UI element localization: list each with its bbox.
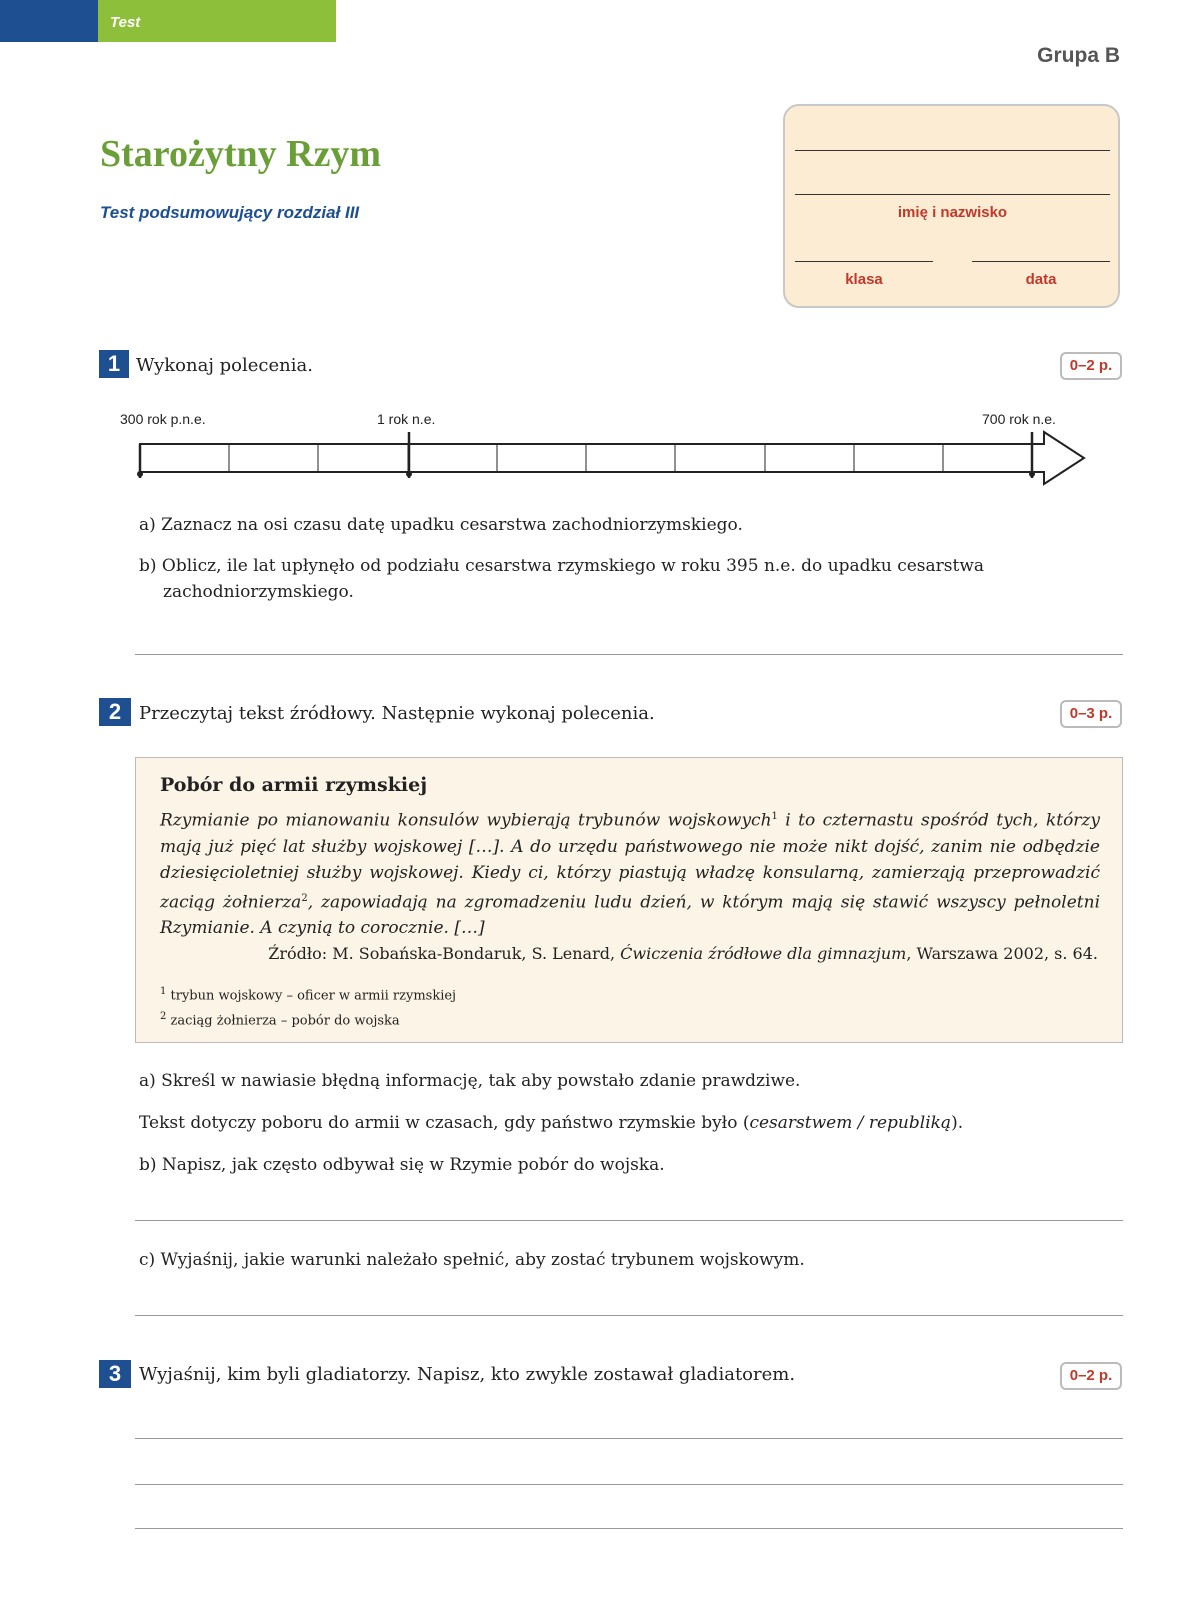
sentence-options[interactable]: cesarstwem / republiką xyxy=(749,1113,952,1133)
task-2-b-answer-line[interactable] xyxy=(135,1220,1123,1221)
task-2-number: 2 xyxy=(99,698,131,726)
source-text-box xyxy=(135,757,1123,1043)
task-2-instruction: Przeczytaj tekst źródłowy. Następnie wykonaj polecenia. xyxy=(139,703,655,724)
footnote-2 xyxy=(160,1011,400,1028)
task-1-a: a) Zaznacz na osi czasu datę upadku cesarstwa zachodniorzymskiego. xyxy=(139,515,743,535)
footnote-1-mark: 1 xyxy=(160,986,167,997)
task-3-answer-line-2[interactable] xyxy=(135,1484,1123,1485)
task-2-points: 0–3 p. xyxy=(1060,700,1122,728)
task-2-b: b) Napisz, jak często odbywał się w Rzymie pobór do wojska. xyxy=(139,1155,665,1175)
date-label: data xyxy=(1025,271,1057,288)
page-subtitle: Test podsumowujący rozdział III xyxy=(100,203,360,222)
timeline-label-start: 300 rok p.n.e. xyxy=(120,411,206,427)
task-3-answer-line-3[interactable] xyxy=(135,1528,1123,1529)
task-3-answer-line-1[interactable] xyxy=(135,1438,1123,1439)
class-label: klasa xyxy=(845,271,883,288)
source-text-part-3: , zapowiadają na zgromadzeniu ludu dzień, w którym mają się stawić wszyscy pełnoletni Rzymianie. A czynią to corocznie. […] xyxy=(160,892,1101,939)
citation-book-title: Ćwiczenia źródłowe dla gimnazjum xyxy=(620,944,907,963)
task-2-c: c) Wyjaśnij, jakie warunki należało spełnić, aby zostać trybunem wojskowym. xyxy=(139,1250,805,1270)
timeline-label-end: 700 rok n.e. xyxy=(982,411,1056,427)
task-3-points: 0–2 p. xyxy=(1060,1362,1122,1390)
citation-details: , Warszawa 2002, s. 64. xyxy=(906,944,1098,963)
page-title: Starożytny Rzym xyxy=(100,133,382,175)
source-title: Pobór do armii rzymskiej xyxy=(160,774,428,796)
name-line-2[interactable] xyxy=(795,194,1110,195)
task-1-b-line-1: b) Oblicz, ile lat upłynęło od podziału cesarstwa rzymskiego w roku 395 n.e. do upadku cesarstwa xyxy=(139,556,985,576)
task-3-number: 3 xyxy=(99,1360,131,1388)
class-line[interactable] xyxy=(795,261,933,262)
timeline-arrow xyxy=(140,432,1084,484)
footnote-1-text: trybun wojskowy – oficer w armii rzymskiej xyxy=(170,988,457,1004)
task-1-instruction: Wykonaj polecenia. xyxy=(136,355,313,376)
task-3-instruction: Wyjaśnij, kim byli gladiatorzy. Napisz, kto zwykle zostawał gladiatorem. xyxy=(139,1364,796,1385)
timeline-dot-start xyxy=(137,471,143,477)
group-label: Grupa B xyxy=(1037,44,1120,67)
student-info-box xyxy=(783,104,1120,308)
header-tab-label: Test xyxy=(110,14,141,31)
footnote-2-mark: 2 xyxy=(160,1011,167,1022)
task-2-c-answer-line[interactable] xyxy=(135,1315,1123,1316)
timeline-axis[interactable] xyxy=(132,428,1092,488)
timeline-dot-middle xyxy=(406,471,412,477)
date-line[interactable] xyxy=(972,261,1110,262)
timeline-label-middle: 1 rok n.e. xyxy=(377,411,436,427)
footnote-1 xyxy=(160,986,456,1003)
task-1-points: 0–2 p. xyxy=(1060,352,1122,380)
source-text-part-2: i to czternastu spośród tych, którzy mają już pięć lat służby wojskowej […]. A do urzędu państwowego nie może nikt dojść, zanim nie odbędzie dziesięcioletniej służby wojskowej. Kiedy ci, którzy piastują władzę konsularną, zamierzają przeprowadzić zaciąg żołnierza xyxy=(160,810,1100,913)
sentence-suffix: ). xyxy=(951,1113,964,1133)
name-line-1[interactable] xyxy=(795,150,1110,151)
source-text-part-1: Rzymianie po mianowaniu konsulów wybierają trybunów wojskowych xyxy=(160,810,772,831)
task-1-b-line-2: zachodniorzymskiego. xyxy=(163,582,354,602)
citation-authors: Źródło: M. Sobańska-Bondaruk, S. Lenard, xyxy=(268,944,621,963)
source-citation xyxy=(268,944,1098,963)
timeline-dot-end xyxy=(1029,471,1035,477)
footnote-2-text: zaciąg żołnierza – pobór do wojska xyxy=(170,1013,400,1029)
footnote-ref-1: 1 xyxy=(771,811,778,822)
sentence-prefix: Tekst dotyczy poboru do armii w czasach, gdy państwo rzymskie było ( xyxy=(139,1113,750,1133)
source-text xyxy=(160,804,1100,941)
footnote-ref-2: 2 xyxy=(301,892,308,904)
task-2-sentence xyxy=(139,1113,963,1133)
task-2-a: a) Skreśl w nawiasie błędną informację, tak aby powstało zdanie prawdziwe. xyxy=(139,1071,801,1091)
task-1-number: 1 xyxy=(99,350,129,378)
task-1-answer-line[interactable] xyxy=(135,654,1123,655)
header-blue-bar xyxy=(0,0,98,42)
name-label: imię i nazwisko xyxy=(897,204,1008,221)
